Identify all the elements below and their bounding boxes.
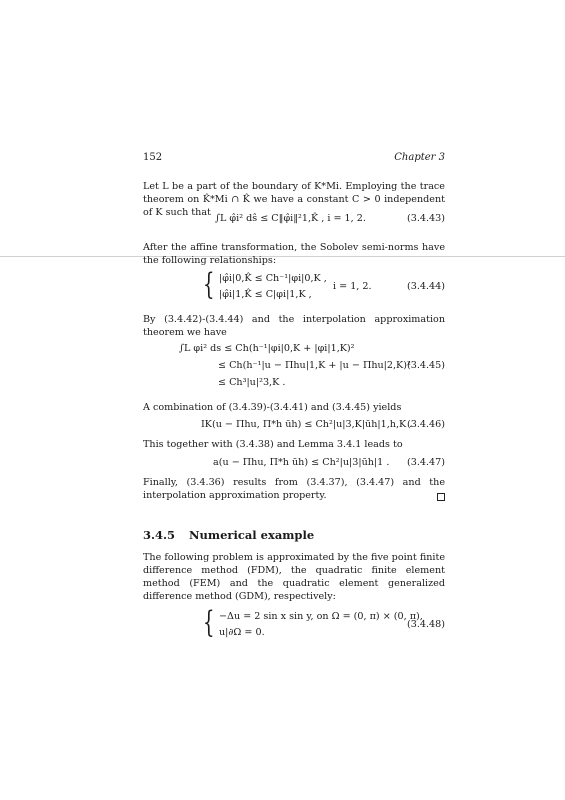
equation-3-4-45 bbox=[143, 342, 445, 392]
paragraph-combination: A combination of (3.4.39)-(3.4.41) and (3.4.45) yields bbox=[143, 402, 402, 413]
equation-3-4-44 bbox=[143, 267, 445, 304]
equation-3-4-44-condition: i = 1, 2. bbox=[333, 281, 372, 292]
equation-3-4-47-number: (3.4.47) bbox=[406, 457, 445, 468]
paragraph-finally bbox=[143, 476, 445, 502]
chapter-label: Chapter 3 bbox=[394, 152, 445, 163]
equation-3-4-44-line2: |φ̂i|1,K̂ ≤ C|φi|1,K , bbox=[219, 289, 312, 300]
equation-3-4-46-body: IK(u − Πhu, Π*h ūh) ≤ Ch²|u|3,K|ūh|1,h,K . bbox=[201, 419, 413, 430]
qed-square-icon bbox=[437, 493, 445, 501]
equation-3-4-43-body: ∫L φ̂i² dŝ ≤ C‖φ̂i‖²1,K̂ , i = 1, 2. bbox=[215, 213, 366, 224]
left-brace-icon: { bbox=[203, 605, 215, 640]
paragraph-lemma: This together with (3.4.38) and Lemma 3.4.1 leads to bbox=[143, 439, 403, 450]
equation-3-4-46-number: (3.4.46) bbox=[406, 419, 445, 430]
paragraph-affine: After the affine transformation, the Sobolev semi-norms have the following relationships: bbox=[143, 242, 445, 266]
equation-3-4-44-number: (3.4.44) bbox=[406, 281, 445, 292]
equation-3-4-48 bbox=[143, 605, 445, 642]
equation-3-4-43 bbox=[143, 212, 445, 228]
section-heading bbox=[143, 529, 314, 542]
equation-3-4-43-number: (3.4.43) bbox=[406, 213, 445, 224]
equation-3-4-48-line2: u|∂Ω = 0. bbox=[219, 627, 265, 638]
paragraph-finally-text: Finally, (3.4.36) results from (3.4.37), (3.4.47) and the interpolation approximation property. bbox=[143, 477, 445, 501]
equation-3-4-45-line1: ∫L φi² ds ≤ Ch(h⁻¹|φi|0,K + |φi|1,K)² bbox=[179, 343, 355, 354]
section-number: 3.4.5 bbox=[143, 528, 176, 542]
left-brace-icon: { bbox=[203, 267, 215, 302]
equation-3-4-48-line1: −Δu = 2 sin x sin y, on Ω = (0, π) × (0, π), bbox=[219, 611, 423, 622]
equation-3-4-47 bbox=[143, 456, 445, 472]
section-title: Numerical example bbox=[189, 528, 315, 542]
equation-3-4-45-line3: ≤ Ch³|u|²3,K . bbox=[218, 377, 286, 388]
equation-3-4-44-line1: |φ̂i|0,K̂ ≤ Ch⁻¹|φi|0,K , bbox=[219, 273, 327, 284]
paragraph-trace-theorem: Let L be a part of the boundary of K*Mi. Employing the trace theorem on K̂*Mi ∩ K̂ we have a constant C > 0 independent of K such that bbox=[143, 181, 445, 218]
equation-3-4-47-body: a(u − Πhu, Π*h ūh) ≤ Ch²|u|3|ūh|1 . bbox=[213, 457, 390, 468]
equation-3-4-48-number: (3.4.48) bbox=[406, 619, 445, 630]
page-number: 152 bbox=[143, 152, 163, 163]
paragraph-interpolation: By (3.4.42)-(3.4.44) and the interpolation approximation theorem we have bbox=[143, 314, 445, 338]
equation-3-4-45-number: (3.4.45) bbox=[406, 360, 445, 371]
equation-3-4-46 bbox=[143, 418, 445, 434]
equation-3-4-45-line2: ≤ Ch(h⁻¹|u − Πhu|1,K + |u − Πhu|2,K)² bbox=[218, 360, 411, 371]
paragraph-problem: The following problem is approximated by the five point finite difference method (FDM), the quadratic finite element method (FEM) and the quadratic element generalized difference method (GDM), respectively: bbox=[143, 552, 445, 602]
